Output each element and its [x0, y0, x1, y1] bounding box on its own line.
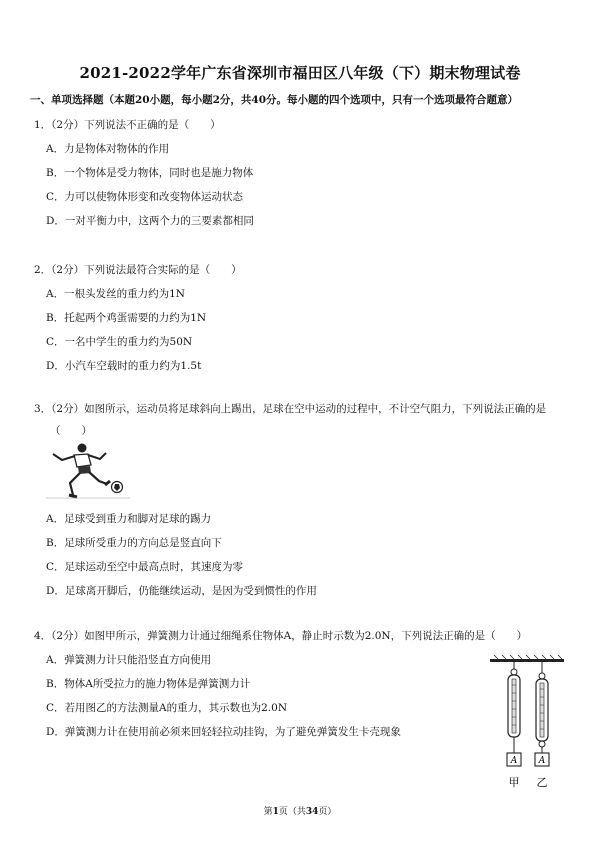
- question-3-option-a: A．足球受到重力和脚对足球的踢力: [46, 513, 212, 525]
- question-2-option-b: B．托起两个鸡蛋需要的力约为1N: [46, 312, 207, 324]
- block-a-label: A: [510, 756, 518, 766]
- question-4-option-d: D．弹簧测力计在使用前必须来回轻轻拉动挂钩，为了避免弹簧发生卡壳现象: [46, 726, 401, 738]
- section-heading: 一、单项选择题（本题20小题，每小题2分，共40分。每小题的四个选项中，只有一个选项最符合题意）: [30, 94, 519, 106]
- question-1-option-c: C．力可以使物体形变和改变物体运动状态: [46, 191, 244, 203]
- question-1-option-b: B．一个物体是受力物体，同时也是施力物体: [46, 167, 254, 179]
- question-4-stem: 4．（2分）如图甲所示，弹簧测力计通过细绳系住物体A，静止时示数为2.0N，下列说法正确的是（ ）: [34, 630, 528, 642]
- footer-total-pages: 34: [305, 807, 319, 817]
- question-2-option-c: C．一名中学生的重力约为50N: [46, 336, 193, 348]
- page-footer: [0, 804, 600, 817]
- block-b-label: A: [538, 756, 546, 766]
- question-2-option-d: D．小汽车空载时的重力约为1.5t: [46, 360, 202, 372]
- question-3-stem: 3．（2分）如图所示，运动员将足球斜向上踢出，足球在空中运动的过程中，不计空气阻力，下列说法正确的是: [34, 403, 547, 415]
- footer-page-number: 1: [272, 807, 279, 817]
- question-1-option-a: A．力是物体对物体的作用: [46, 143, 170, 155]
- question-1-option-d: D．一对平衡力中，这两个力的三要素都相同: [46, 215, 254, 227]
- footer-prefix: 第: [263, 807, 273, 817]
- question-3-option-d: D．足球离开脚后，仍能继续运动，是因为受到惯性的作用: [46, 585, 317, 597]
- caption-yi: 乙: [536, 776, 548, 789]
- question-4-option-b: B．物体A所受拉力的施力物体是弹簧测力计: [46, 678, 251, 690]
- question-3-option-c: C．足球运动至空中最高点时，其速度为零: [46, 561, 244, 573]
- question-4-option-c: C．若用图乙的方法测量A的重力，其示数也为2.0N: [46, 702, 288, 714]
- soccer-player-illustration: [44, 440, 130, 500]
- question-3-option-b: B．足球所受重力的方向总是竖直向下: [46, 537, 222, 549]
- caption-jia: 甲: [508, 776, 520, 789]
- footer-suffix: 页）: [318, 807, 337, 817]
- question-2-option-a: A．一根头发丝的重力约为1N: [46, 288, 185, 300]
- page-title: 2021-2022学年广东省深圳市福田区八年级（下）期末物理试卷: [79, 64, 521, 82]
- spring-scale-illustration: [488, 655, 568, 795]
- question-2-stem: 2．（2分）下列说法最符合实际的是（ ）: [34, 264, 242, 276]
- question-4-option-a: A．弹簧测力计只能沿竖直方向使用: [46, 654, 212, 666]
- footer-mid: 页（共: [278, 807, 306, 817]
- question-1-stem: 1．（2分）下列说法不正确的是（ ）: [34, 119, 221, 131]
- question-3-stem-cont: （ ）: [50, 425, 92, 437]
